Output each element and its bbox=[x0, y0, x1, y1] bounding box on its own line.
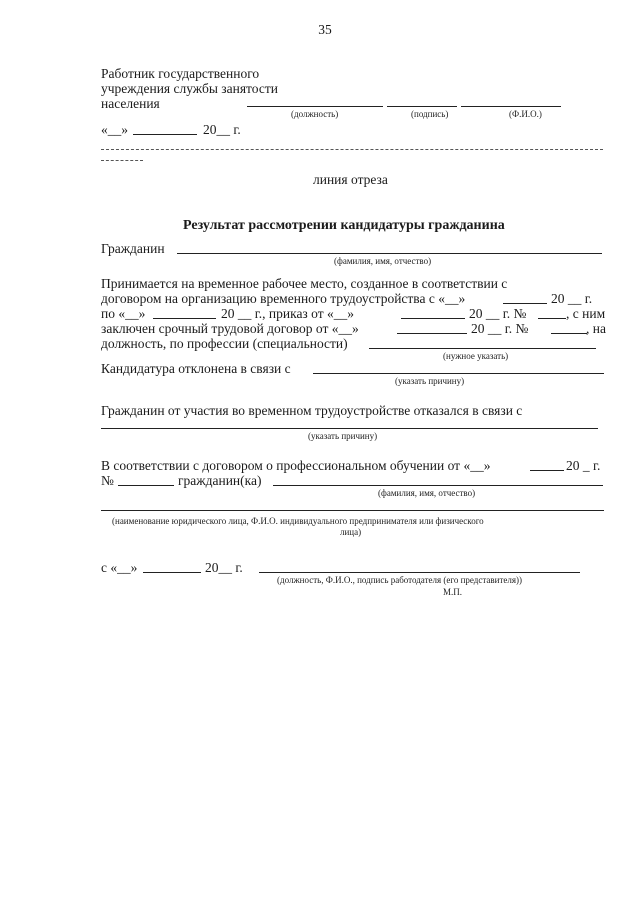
training-number-line[interactable] bbox=[118, 485, 174, 486]
accepted-line5: должность, по профессии (специальности) bbox=[101, 336, 348, 351]
employee-date-year: 20__ г. bbox=[203, 122, 241, 137]
accepted-line3c: 20 __ г. № bbox=[469, 306, 527, 321]
accepted-line3a: по «__» bbox=[101, 306, 146, 321]
training-date-line[interactable] bbox=[530, 470, 564, 471]
accepted-line4b: 20 __ г. № bbox=[471, 321, 529, 336]
signature-caption: (подпись) bbox=[411, 109, 449, 119]
position-caption: (должность) bbox=[291, 109, 339, 119]
contract-month-line[interactable] bbox=[503, 303, 547, 304]
citizen-caption: (фамилия, имя, отчество) bbox=[334, 256, 432, 266]
accepted-line3d: , с ним bbox=[566, 306, 606, 321]
labor-contract-number-line[interactable] bbox=[551, 333, 587, 334]
accepted-line2b: 20 __ г. bbox=[551, 291, 593, 306]
signature-line[interactable] bbox=[387, 106, 457, 107]
seal-label: М.П. bbox=[443, 587, 463, 597]
employee-date-open: «__» bbox=[101, 122, 128, 137]
employer-caption: (должность, Ф.И.О., подпись работодателя (его представителя)) bbox=[277, 575, 523, 585]
accepted-line2a: договором на организацию временного трудоустройства с «__» bbox=[101, 291, 466, 306]
cut-line-short bbox=[101, 160, 143, 161]
training-line2a: № bbox=[101, 473, 114, 488]
refused-label: Гражданин от участия во временном трудоустройстве отказался в связи с bbox=[101, 403, 523, 418]
cut-line-label: линия отреза bbox=[313, 172, 388, 187]
employee-line2: учреждения службы занятости bbox=[101, 81, 278, 96]
section-title: Результат рассмотрении кандидатуры гражданина bbox=[183, 218, 505, 233]
accepted-caption: (нужное указать) bbox=[443, 351, 509, 361]
training-citizen-line[interactable] bbox=[273, 485, 603, 486]
training-caption1: (фамилия, имя, отчество) bbox=[378, 488, 476, 498]
employee-line1: Работник государственного bbox=[101, 66, 260, 81]
final-date-year: 20__ г. bbox=[205, 560, 243, 575]
training-caption2: (наименование юридического лица, Ф.И.О. индивидуального предпринимателя или физического bbox=[112, 516, 484, 526]
rejected-reason-line[interactable] bbox=[313, 373, 604, 374]
order-month-line[interactable] bbox=[401, 318, 465, 319]
citizen-name-line[interactable] bbox=[177, 253, 602, 254]
order-number-line[interactable] bbox=[538, 318, 566, 319]
accepted-line4c: , на bbox=[586, 321, 606, 336]
citizen-label: Гражданин bbox=[101, 241, 165, 256]
training-line2b: гражданин(ка) bbox=[178, 473, 262, 488]
training-caption2b: лица) bbox=[340, 527, 362, 537]
rejected-caption: (указать причину) bbox=[395, 376, 465, 386]
employer-signature-line[interactable] bbox=[259, 572, 580, 573]
rejected-label: Кандидатура отклонена в связи с bbox=[101, 361, 291, 376]
employee-date-month-line[interactable] bbox=[133, 134, 197, 135]
position-line[interactable] bbox=[247, 106, 383, 107]
period-month-line[interactable] bbox=[153, 318, 216, 319]
final-date-month-line[interactable] bbox=[143, 572, 201, 573]
accepted-line4a: заключен срочный трудовой договор от «__» bbox=[101, 321, 359, 336]
page-number: 35 bbox=[318, 22, 332, 37]
final-date-open: с «__» bbox=[101, 560, 138, 575]
employee-line3: населения bbox=[101, 96, 160, 111]
refused-reason-line[interactable] bbox=[101, 428, 598, 429]
labor-contract-month-line[interactable] bbox=[397, 333, 467, 334]
training-line1b: 20 _ г. bbox=[566, 458, 601, 473]
accepted-line3b: 20 __ г., приказ от «__» bbox=[221, 306, 354, 321]
profession-line[interactable] bbox=[369, 348, 596, 349]
refused-caption: (указать причину) bbox=[308, 431, 378, 441]
training-line1a: В соответствии с договором о профессиональном обучении от «__» bbox=[101, 458, 491, 473]
cut-line bbox=[101, 149, 603, 150]
name-line[interactable] bbox=[461, 106, 561, 107]
organization-line[interactable] bbox=[101, 510, 604, 511]
accepted-line1: Принимается на временное рабочее место, созданное в соответствии с bbox=[101, 276, 508, 291]
name-caption: (Ф.И.О.) bbox=[509, 109, 542, 119]
